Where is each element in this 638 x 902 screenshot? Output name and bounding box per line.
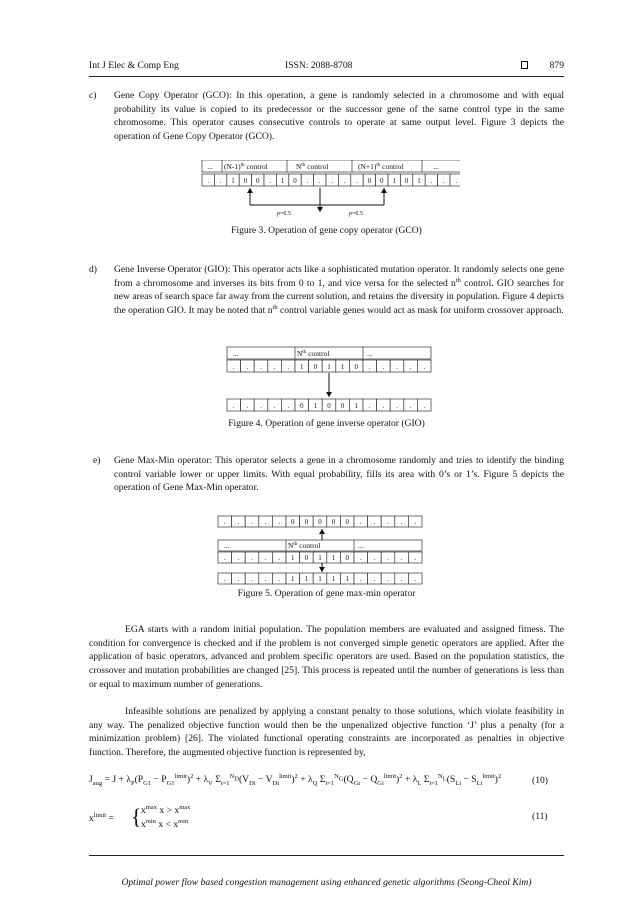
fig5-bottom-bit: . [400, 575, 403, 583]
fig4-bottom-bit: 0 [327, 402, 331, 410]
fig5-mid-bit: 1 [331, 554, 336, 562]
fig3-header-next: $(N+1)^{th}$ control [358, 162, 404, 171]
section-d-label: d) [89, 264, 97, 275]
fig3-bit: . [343, 177, 346, 185]
fig4-top-bit: . [423, 363, 426, 371]
fig5-top-bit: . [251, 518, 253, 526]
fig5-bottom-bit: . [237, 575, 240, 583]
fig4-bottom-bit: . [287, 402, 290, 410]
fig4-bottom-bit: . [368, 402, 371, 410]
section-e [93, 454, 564, 495]
fig3-bit: 0 [380, 177, 384, 185]
fig3-bit: 0 [367, 177, 372, 185]
fig5-header-right: ... [358, 541, 364, 550]
fig3-header-dots-right: ... [433, 162, 439, 171]
fig3-prob-right: p=0.5 [349, 211, 363, 217]
fig5-bottom-bit: 1 [304, 575, 309, 583]
section-d-text-b: control. GIO searches for new areas of search space far away from the current solution, and retains the diversity in population. Figure 4 depicts the operation GIO. It may be noted that n [114, 277, 564, 317]
fig3-bit: 0 [243, 177, 248, 185]
fig5-top-bit: . [400, 518, 403, 526]
square-icon [521, 61, 528, 69]
fig5-mid-bit: . [373, 554, 376, 562]
fig4-bottom-bit: 0 [340, 402, 345, 410]
fig4-top-bit: . [368, 363, 371, 371]
fig4-top-bit: . [273, 363, 276, 371]
footer-rule [89, 855, 564, 856]
fig5-mid-bit: . [278, 554, 281, 562]
fig3-bit: . [455, 177, 458, 185]
fig3-bit: 0 [293, 177, 297, 185]
fig3-arrow-down-head [317, 207, 323, 212]
fig3-bit: . [430, 177, 433, 185]
fig4-bottom-bit: . [273, 402, 276, 410]
fig5-bottom-bit: 1 [345, 575, 349, 583]
fig3-bit: 1 [231, 177, 235, 185]
section-c [89, 89, 564, 144]
fig5-top-bit: 0 [331, 518, 336, 526]
figure-4 [225, 345, 435, 420]
section-c-text: Gene Copy Operator (GCO): In this operation, a gene is randomly selected in a chromosome and with equal probability its value is copied to its predecessor or the successor gene of the same control type in the same chromosome. This operator causes consecutive controls to operate at same output level. Figure 3 depicts the operation of Gene Copy Operator (GCO). [114, 90, 564, 143]
fig5-bottom-bit: . [251, 575, 253, 583]
equation-10: $J_{aug} = J + \lambda_P(P_{G1} - P_{G1}^{limit})^2 + \lambda_V$ $\Sigma_{i=1}^{N_D}(V_{Di} - V_{Di}^{limit})^2 + \lambda_Q$ $\Sigma_{i=1}^{N_G}(Q_{Gi} - Q_{Gi}^{limit})^2 + \lambda_L$ $\Sigma_{i=1}^{N_L}(S_{Li} - S_{Li}^{limit})^2$ [89, 772, 502, 787]
fig3-arrow-left-head [247, 188, 253, 193]
fig5-top-bit: 0 [304, 518, 309, 526]
fig4-header-left: ... [233, 349, 239, 358]
fig5-top-bit: . [414, 518, 417, 526]
fig4-bottom-bit: 1 [313, 402, 318, 410]
fig3-bit: 0 [404, 177, 409, 185]
section-d-text-a: Gene Inverse Operator (GIO): This operator acts like a sophisticated mutation operator. It randomly selects one gene from a chromosome and inverses its bits from 0 to 1, and vice versa for the selected n [114, 264, 564, 289]
fig3-bit: 0 [256, 177, 260, 185]
figure-5 [216, 514, 426, 591]
fig3-bit: . [207, 177, 210, 185]
fig4-top-bit: . [260, 363, 262, 371]
fig5-bottom-bit: . [264, 575, 267, 583]
fig3-bit: . [318, 177, 321, 185]
fig5-mid-bit: . [400, 554, 403, 562]
fig4-header-right: ... [367, 349, 373, 358]
page-header [89, 60, 564, 74]
fig3-bit: . [331, 177, 334, 185]
figure-3-caption: Figure 3. Operation of gene copy operator (GCO) [231, 225, 422, 236]
fig5-mid-bit: 1 [291, 554, 295, 562]
fig4-bottom-bit: . [246, 402, 249, 410]
fig5-bottom-bit: 1 [318, 575, 322, 583]
fig5-top-bit: . [278, 518, 281, 526]
fig5-mid-bit: 0 [345, 554, 349, 562]
fig3-bit: 1 [280, 177, 285, 185]
section-d-sup1: th [455, 276, 461, 284]
fig3-bit: 1 [417, 177, 421, 185]
fig4-top-bit: 0 [313, 363, 318, 371]
fig4-header-mid: $N^{th}$ control [297, 349, 330, 358]
fig4-top-bit: . [409, 363, 412, 371]
fig4-top-bit: 0 [354, 363, 358, 371]
fig4-bottom-bit: . [382, 402, 385, 410]
fig5-mid-bit: . [251, 554, 253, 562]
fig5-bottom-bit: . [278, 575, 281, 583]
fig5-mid-bit: . [414, 554, 417, 562]
fig3-arrow-right-head [381, 188, 387, 193]
fig3-bit: . [219, 177, 222, 185]
section-d-sup2: th [272, 303, 278, 311]
fig5-top-bit: . [359, 518, 362, 526]
fig3-prob-left: p=0.5 [277, 211, 291, 217]
figure-5-caption: Figure 5. Operation of gene max-min operator [237, 588, 416, 599]
fig5-top-bit: 0 [291, 518, 295, 526]
fig4-bottom-bit: . [409, 402, 412, 410]
fig3-header-dots-left: ... [207, 162, 213, 171]
fig3-header-curr: $N^{th}$ control [296, 162, 329, 171]
fig4-bottom-bit: 0 [300, 402, 304, 410]
body-paragraph-2: Infeasible solutions are penalized by applying a constant penalty to those solutions, which violate feasibility in any way. The penalized objective function would then be the unpenalized objective function ‘J’ plus a penalty (for a minimization problem) [26]. The violated functional operating constraints are incorporated as penalties in objective function. Therefore, the augmented objective function is represented by, [89, 706, 564, 759]
fig3-bit: . [442, 177, 445, 185]
figure-3 [198, 160, 460, 225]
fig5-top-bit: . [264, 518, 267, 526]
fig5-mid-bit: . [359, 554, 362, 562]
fig4-top-bit: . [232, 363, 235, 371]
body-paragraph-1: EGA starts with a random initial population. The population members are evaluated and assigned fitness. The condition for convergence is checked and if the problem is not converged simple genetic operators are applied. After the application of basic operators, advanced and problem specific operators are used. Based on the population statistics, the crossover and mutation probabilities are changed [25]. This process is repeated until the number of generations is less than or equal to maximum number of generations. [89, 624, 564, 690]
fig4-top-bit: . [382, 363, 385, 371]
fig4-bottom-bit: . [396, 402, 398, 410]
fig3-header-prev: $(N-1)^{th}$ control [224, 162, 268, 171]
fig5-mid-bit: 1 [318, 554, 322, 562]
fig5-bottom-bit: 1 [291, 575, 295, 583]
fig5-mid-bit: . [264, 554, 267, 562]
fig3-bit: . [356, 177, 358, 185]
fig4-arrow-head [326, 392, 332, 397]
equation-11-number: (11) [532, 811, 548, 822]
section-d-text-c: control variable genes would act as mask for uniform crossover approach. [277, 305, 564, 317]
section-e-label: e) [93, 455, 101, 466]
section-c-label: c) [89, 90, 97, 101]
fig5-header-mid: $N^{th}$ control [288, 541, 321, 550]
section-d [89, 263, 564, 318]
fig4-bottom-bit: . [423, 402, 426, 410]
fig4-top-bit: . [396, 363, 398, 371]
fig5-top-bit: 0 [318, 518, 322, 526]
fig5-bottom-bit: . [359, 575, 362, 583]
fig4-bottom-bit: 1 [354, 402, 358, 410]
fig5-bottom-bit: . [223, 575, 226, 583]
fig5-bottom-bit: . [387, 575, 389, 583]
fig5-top-bit: . [237, 518, 240, 526]
fig4-top-bit: . [246, 363, 249, 371]
fig5-header-left: ... [224, 541, 230, 550]
fig4-top-bit: 1 [300, 363, 304, 371]
fig5-bottom-bit: . [414, 575, 417, 583]
fig3-bit: 1 [392, 177, 396, 185]
fig5-mid-bit: . [223, 554, 226, 562]
fig5-arrow-down-head [319, 567, 325, 572]
fig5-top-bit: . [223, 518, 226, 526]
fig5-top-bit: . [373, 518, 376, 526]
fig4-top-bit: . [287, 363, 290, 371]
fig5-bottom-bit: 1 [331, 575, 336, 583]
fig5-arrow-up-head [319, 529, 325, 534]
fig4-top-bit: 1 [327, 363, 331, 371]
issn: ISSN: 2088-8708 [285, 60, 353, 71]
fig4-bottom-bit: . [260, 402, 262, 410]
figure-4-caption: Figure 4. Operation of gene inverse operator (GIO) [228, 418, 425, 429]
fig3-bit: . [306, 177, 309, 185]
page-footer: Optimal power flow based congestion management using enhanced genetic algorithms (Seong-Cheol Kim) [121, 877, 532, 888]
fig5-top-bit: 0 [345, 518, 349, 526]
fig5-bottom-bit: . [373, 575, 376, 583]
fig4-bottom-bit: . [232, 402, 235, 410]
header-rule [89, 76, 564, 77]
equation-10-number: (10) [532, 775, 548, 786]
fig5-mid-bit: . [387, 554, 389, 562]
section-e-text: Gene Max-Min operator: This operator selects a gene in a chromosome randomly and tries to identify the binding control variable lower or upper limits. With equal probability, fills its area with 0’s or 1’s. Figure 5 depicts the operation of Gene Max-Min operator. [114, 455, 564, 494]
fig5-top-bit: . [387, 518, 389, 526]
fig4-top-bit: 1 [340, 363, 345, 371]
fig5-mid-bit: . [237, 554, 240, 562]
page-number: 879 [549, 60, 564, 71]
journal-name: Int J Elec & Comp Eng [89, 60, 179, 71]
fig3-bit: . [269, 177, 272, 185]
fig5-mid-bit: 0 [304, 554, 309, 562]
